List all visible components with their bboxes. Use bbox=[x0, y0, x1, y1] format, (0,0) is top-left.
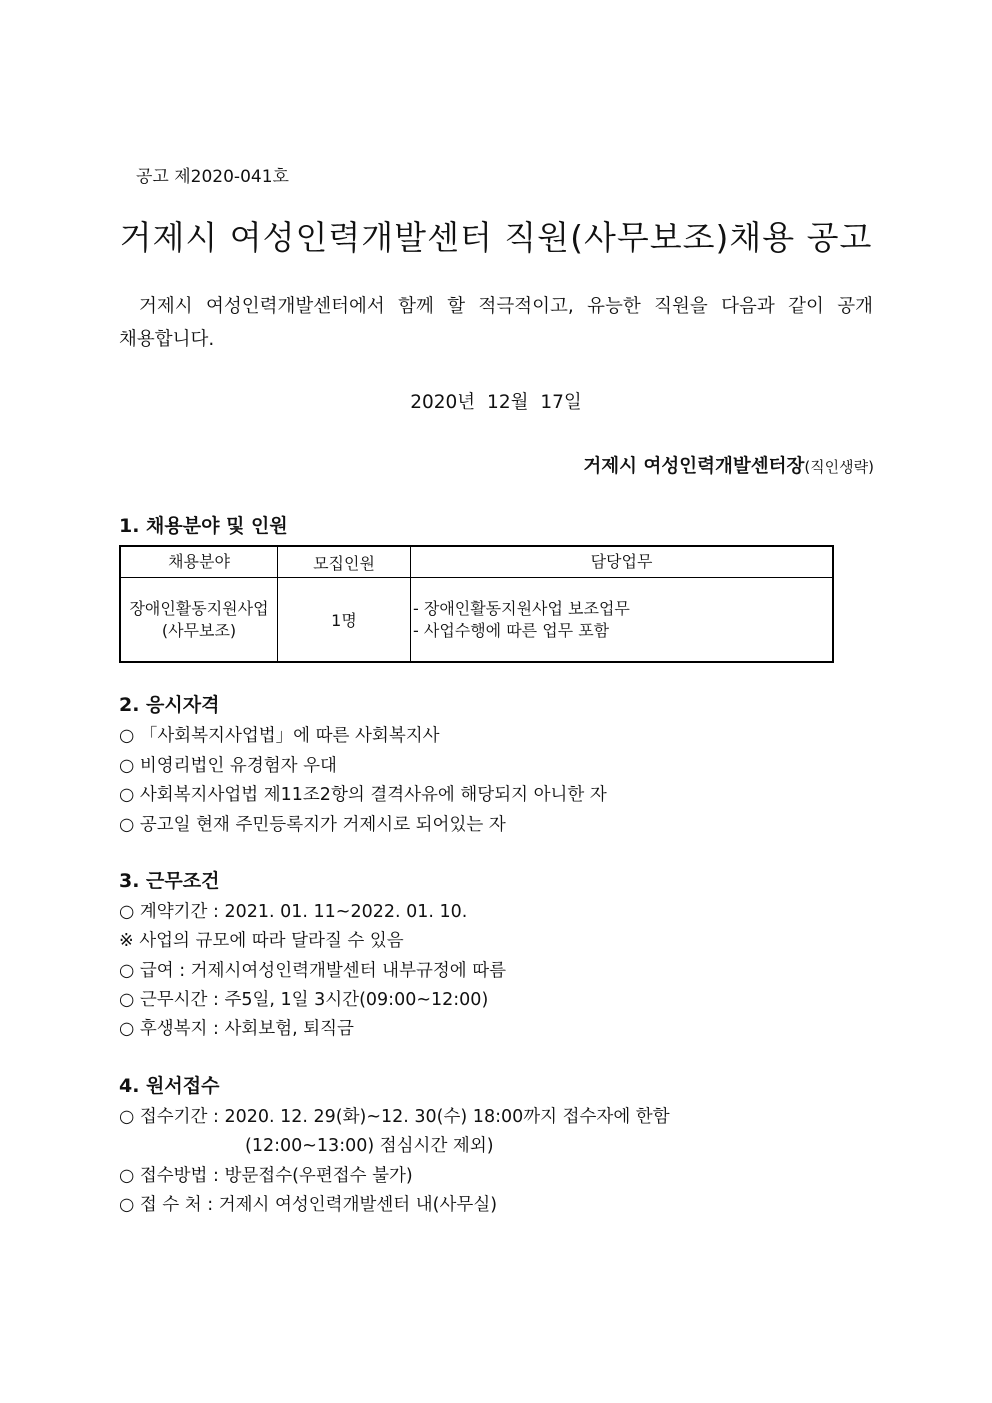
application-item: ○ 접 수 처 : 거제시 여성인력개발센터 내(사무실) bbox=[119, 1195, 498, 1215]
intro-paragraph: 거제시 여성인력개발센터에서 함께 할 적극적이고, 유능한 직원을 다음과 같이 공개 채용합니다. bbox=[119, 296, 873, 350]
application-item: ○ 접수방법 : 방문접수(우편접수 불가) bbox=[119, 1166, 413, 1186]
table-row bbox=[120, 578, 833, 663]
organization-name: 거제시 여성인력개발센터장 bbox=[583, 456, 805, 477]
condition-item: ○ 근무시간 : 주5일, 1일 3시간(09:00~12:00) bbox=[119, 990, 489, 1010]
header-field: 채용분야 bbox=[120, 546, 278, 578]
organization-signature bbox=[583, 452, 874, 478]
page-title: 거제시 여성인력개발센터 직원(사무보조)채용 공고 bbox=[119, 218, 873, 257]
cell-duty bbox=[411, 578, 834, 663]
condition-item: ○ 급여 : 거제시여성인력개발센터 내부규정에 따름 bbox=[119, 961, 507, 981]
field-line1: 장애인활동지원사업 bbox=[129, 598, 269, 618]
notice-date: 2020년 12월 17일 bbox=[410, 392, 582, 413]
notice-number: 공고 제2020-041호 bbox=[136, 167, 289, 187]
header-duty: 담당업무 bbox=[411, 546, 834, 578]
condition-note: ※ 사업의 규모에 따라 달라질 수 있음 bbox=[119, 931, 404, 951]
section3-heading: 3. 근무조건 bbox=[119, 870, 220, 892]
table-header-row bbox=[120, 546, 833, 578]
qualification-item: ○ 「사회복지사업법」에 따른 사회복지사 bbox=[119, 726, 440, 746]
duty-line2: - 사업수행에 따른 업무 포함 bbox=[413, 620, 610, 640]
application-item-continuation: (12:00~13:00) 점심시간 제외) bbox=[245, 1136, 494, 1156]
seal-note: (직인생략) bbox=[804, 458, 874, 476]
cell-count: 1명 bbox=[278, 578, 411, 663]
condition-item: ○ 후생복지 : 사회보험, 퇴직금 bbox=[119, 1019, 354, 1039]
section2-heading: 2. 응시자격 bbox=[119, 694, 220, 716]
recruitment-table bbox=[119, 545, 834, 663]
condition-item: ○ 계약기간 : 2021. 01. 11~2022. 01. 10. bbox=[119, 902, 468, 922]
duty-line1: - 장애인활동지원사업 보조업무 bbox=[413, 598, 630, 618]
application-item: ○ 접수기간 : 2020. 12. 29(화)~12. 30(수) 18:00까지 접수자에 한함 bbox=[119, 1107, 670, 1127]
cell-field bbox=[120, 578, 278, 663]
qualification-item: ○ 사회복지사업법 제11조2항의 결격사유에 해당되지 아니한 자 bbox=[119, 785, 607, 805]
qualification-item: ○ 비영리법인 유경험자 우대 bbox=[119, 756, 337, 776]
qualification-item: ○ 공고일 현재 주민등록지가 거제시로 되어있는 자 bbox=[119, 815, 506, 835]
section4-heading: 4. 원서접수 bbox=[119, 1075, 220, 1097]
header-count: 모집인원 bbox=[278, 546, 411, 578]
field-line2: (사무보조) bbox=[161, 620, 237, 640]
section1-heading: 1. 채용분야 및 인원 bbox=[119, 515, 288, 537]
